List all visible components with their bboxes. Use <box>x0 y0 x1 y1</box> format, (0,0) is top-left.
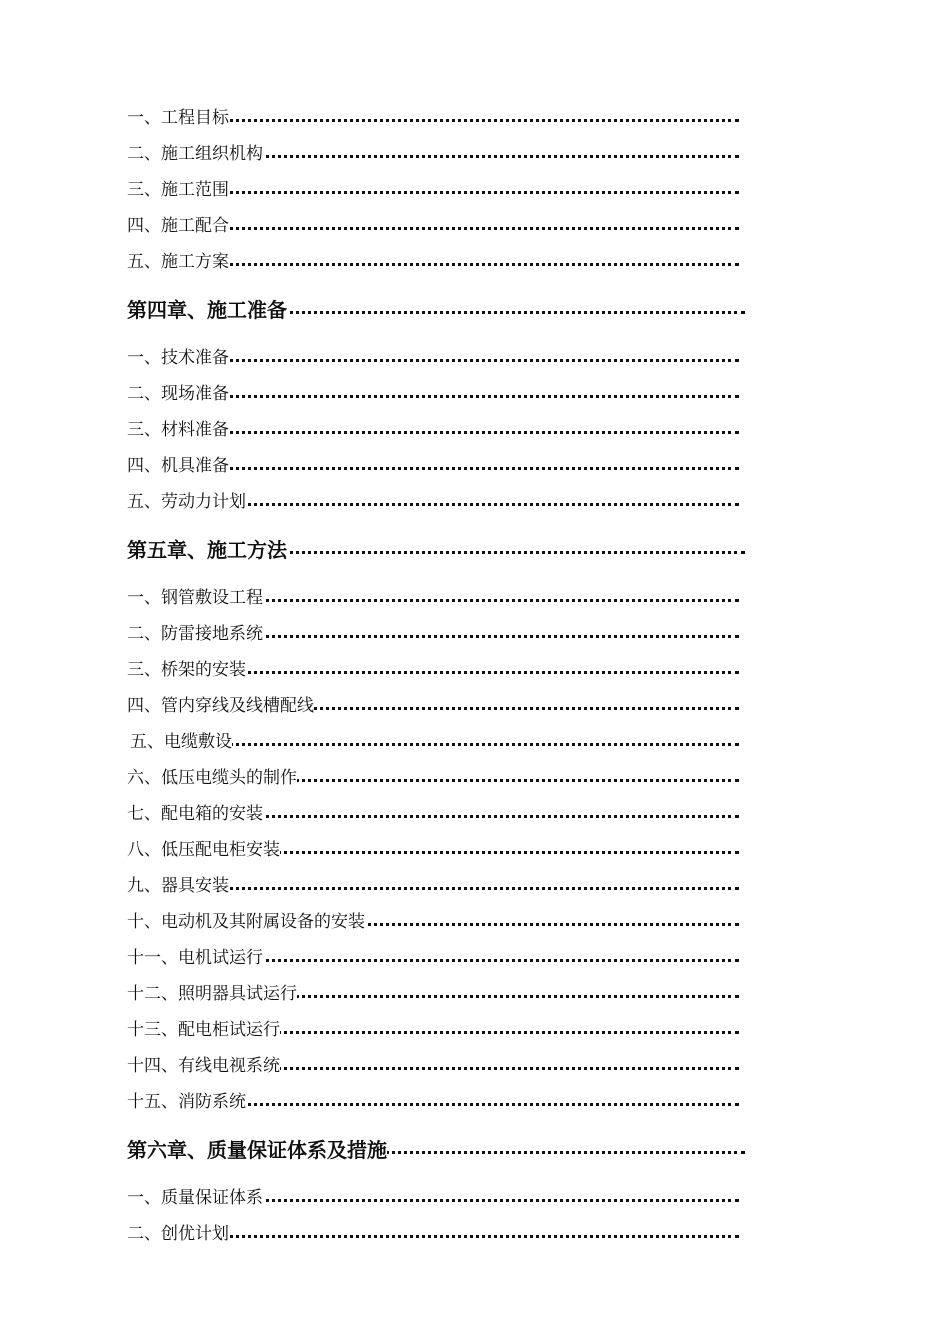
toc-entry <box>127 340 739 376</box>
toc-entry <box>127 652 739 688</box>
toc-entry <box>127 448 739 484</box>
toc-entry-label: 十四、有线电视系统 <box>127 1056 280 1076</box>
toc-entry <box>127 1012 739 1048</box>
table-of-contents <box>127 100 747 1252</box>
toc-entry-label: 四、管内穿线及线槽配线 <box>127 696 314 716</box>
toc-entry-label: 四、施工配合 <box>127 216 229 236</box>
toc-chapter-heading <box>127 1120 745 1180</box>
toc-entry <box>127 868 739 904</box>
toc-entry <box>127 580 739 616</box>
toc-entry-label: 十三、配电柜试运行 <box>127 1020 280 1040</box>
toc-entry-label: 二、现场准备 <box>127 384 229 404</box>
toc-entry <box>127 100 739 136</box>
toc-entry-label: 十、电动机及其附属设备的安装 <box>127 912 365 932</box>
toc-entry-label: 二、施工组织机构 <box>127 144 263 164</box>
toc-entry-label: 三、桥架的安装 <box>127 660 246 680</box>
toc-entry <box>127 688 739 724</box>
chapter-title: 第四章、施工准备 <box>127 298 287 322</box>
toc-entry <box>127 904 739 940</box>
toc-entry <box>127 760 739 796</box>
toc-entry <box>127 136 739 172</box>
toc-chapter-heading <box>127 280 745 340</box>
toc-entry-label: 九、器具安装 <box>127 876 229 896</box>
toc-entry-label: 七、配电箱的安装 <box>127 804 263 824</box>
toc-entry-label: 五、施工方案 <box>127 252 229 272</box>
toc-chapter-heading <box>127 520 745 580</box>
chapter-title: 第六章、质量保证体系及措施 <box>127 1138 387 1162</box>
toc-entry <box>127 616 739 652</box>
toc-entry <box>127 484 739 520</box>
toc-entry <box>127 796 739 832</box>
toc-entry <box>127 940 739 976</box>
toc-entry <box>127 976 739 1012</box>
toc-entry-label: 五、劳动力计划 <box>127 492 246 512</box>
toc-entry-label: 十五、消防系统 <box>127 1092 246 1112</box>
toc-entry-label: 三、施工范围 <box>127 180 229 200</box>
toc-entry <box>127 1084 739 1120</box>
toc-entry-label: 二、防雷接地系统 <box>127 624 263 644</box>
toc-entry-label: 三、材料准备 <box>127 420 229 440</box>
toc-entry <box>127 244 739 280</box>
toc-entry-label: 八、低压配电柜安装 <box>127 840 280 860</box>
toc-entry-label: 一、钢管敷设工程 <box>127 588 263 608</box>
toc-entry <box>127 1216 739 1252</box>
toc-entry-label: 四、机具准备 <box>127 456 229 476</box>
toc-entry <box>127 1048 739 1084</box>
chapter-title: 第五章、施工方法 <box>127 538 287 562</box>
toc-entry-label: 二、创优计划 <box>127 1224 229 1244</box>
toc-entry-label: 一、质量保证体系 <box>127 1188 263 1208</box>
toc-entry <box>127 208 739 244</box>
toc-entry <box>127 1180 739 1216</box>
toc-entry <box>127 172 739 208</box>
toc-entry <box>127 376 739 412</box>
toc-entry-label: 十二、照明器具试运行 <box>127 984 297 1004</box>
toc-entry <box>127 832 739 868</box>
toc-entry-label: 五、电缆敷设 <box>127 732 232 752</box>
toc-entry-label: 十一、电机试运行 <box>127 948 263 968</box>
toc-entry-label: 一、工程目标 <box>127 108 229 128</box>
toc-entry <box>127 412 739 448</box>
toc-entry <box>127 724 739 760</box>
toc-entry-label: 六、低压电缆头的制作 <box>127 768 297 788</box>
toc-entry-label: 一、技术准备 <box>127 348 229 368</box>
